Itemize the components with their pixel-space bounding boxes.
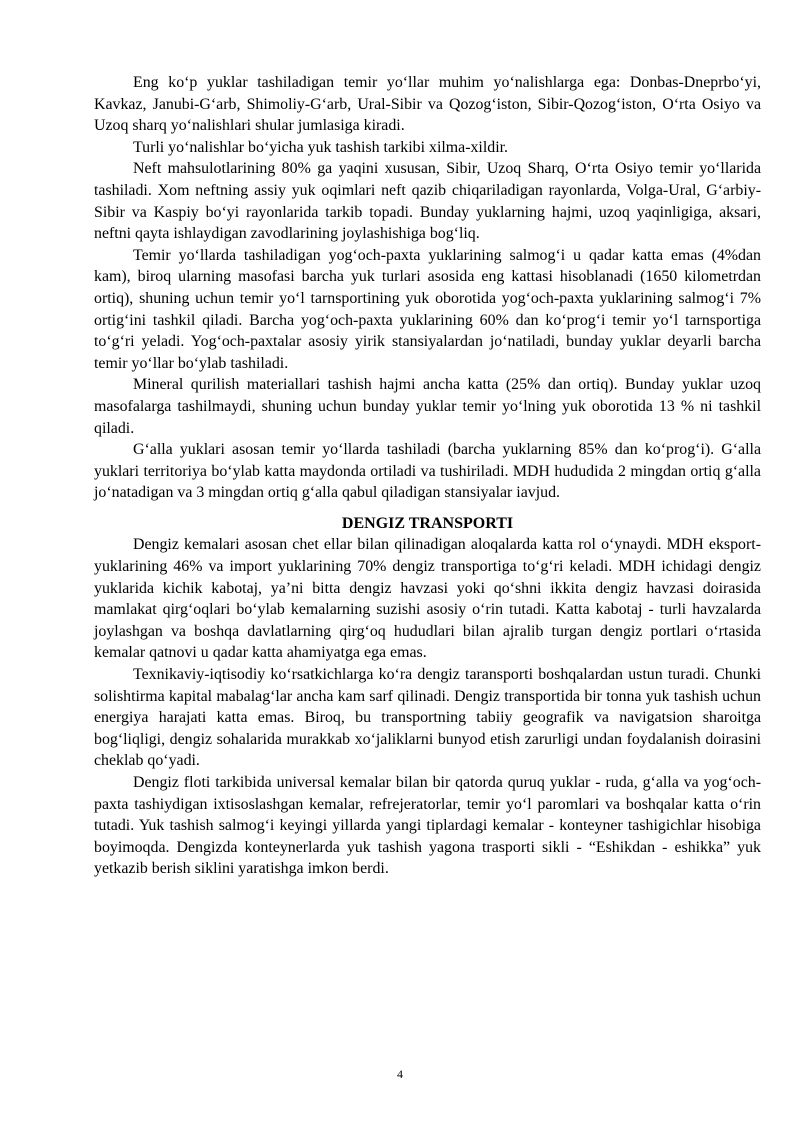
paragraph-sea-vessels: Dengiz kemalari asosan chet ellar bilan qilinadigan aloqalarda katta rol oʻynaydi. MDH eksport-yuklarining 46% va import yuklarining 70% dengiz transportiga toʻgʻri keladi. MDH ichidagi dengiz yuklarida kichik kabotaj, ya’ni bitta dengiz havzasi yoki qoʻshni ikkita dengiz havzasi doirasida mamlakat qirgʻoqlari boʻylab kemalarning suzishi asosiy oʻrin tutadi. Katta kabotaj - turli havzalarda joylashgan va boshqa davlatlarning qirgʻoq hududlari bilan ajralib turgan dengiz portlari oʻrtasida kemalar qatnovi u qadar katta ahamiyatga ega emas. <box>94 536 761 662</box>
document-body <box>94 72 761 880</box>
paragraph-cargo-structure: Turli yoʻnalishlar boʻyicha yuk tashish tarkibi xilma-xildir. <box>133 138 509 156</box>
paragraph-timber-cargo: Temir yoʻllarda tashiladigan yogʻoch-paxta yuklarining salmogʻi u qadar katta emas (4%dan kam), biroq ularning masofasi barcha yuk turlari asosida eng kattasi hisoblanadi (1650 kilometrdan ortiq), shuning uchun temir yoʻl tarnsportining yuk oborotida yogʻoch-paxta yuklarining salmogʻi 7% ortigʻini tashkil qiladi. Barcha yogʻoch-paxta yuklarining 60% dan koʻprogʻi temir yoʻl tarnsportiga toʻgʻri yeladi. Yogʻoch-paxtalar asosiy yirik stansiyalardan joʻnatiladi, bunday yuklar deyarli barcha temir yoʻllar boʻylab tashiladi. <box>94 246 761 372</box>
page-number: 4 <box>397 1067 403 1081</box>
paragraph-railway-directions: Eng koʻp yuklar tashiladigan temir yoʻllar muhim yoʻnalishlarga ega: Donbas-Dneprboʻyi, Kavkaz, Janubi-Gʻarb, Shimoliy-Gʻarb, Ural-Sibir va Qozogʻiston, Sibir-Qozogʻiston, Oʻrta Osiyo va Uzoq sharq yoʻnalishlari shular jumlasiga kiradi. <box>94 74 761 135</box>
paragraph-sea-fleet: Dengiz floti tarkibida universal kemalar bilan bir qatorda quruq yuklar - ruda, gʻalla va yogʻoch-paxta tashiydigan ixtisoslashgan kemalar, refrejeratorlar, temir yoʻl paromlari va boshqalar katta oʻrin tutadi. Yuk tashish salmogʻi keyingi yillarda yangi tiplardagi kemalar - konteyner tashigichlar hisobiga boyimoqda. Dengizda konteynerlarda yuk tashish yagona trasporti sikli - “Eshikdan - eshikka” yuk yetkazib berish siklini yaratishga imkon berdi. <box>94 774 761 878</box>
paragraph-technical-economic: Texnikaviy-iqtisodiy koʻrsatkichlarga koʻra dengiz taransporti boshqalardan ustun turadi. Chunki solishtirma kapital mabalagʻlar ancha kam sarf qilinadi. Dengiz transportida bir tonna yuk tashish uchun energiya harajati katta emas. Biroq, bu transportning tabiiy geografik va navigatsion sharoitga bogʻliqligi, dengiz sohalarida murakkab xoʻjaliklarni bunyod etish zarurligi undan foydalanish doirasini cheklab qoʻyadi. <box>94 666 761 770</box>
paragraph-grain-cargo: Gʻalla yuklari asosan temir yoʻllarda tashiladi (barcha yuklarning 85% dan koʻprogʻi). Gʻalla yuklari territoriya boʻylab katta maydonda ortiladi va tushiriladi. MDH hududida 2 mingdan ortiq gʻalla joʻnatadigan va 3 mingdan ortiq gʻalla qabul qiladigan stansiyalar iavjud. <box>94 441 761 502</box>
section-heading-sea-transport: DENGIZ TRANSPORTI <box>341 514 514 532</box>
paragraph-mineral-materials: Mineral qurilish materiallari tashish hajmi ancha katta (25% dan ortiq). Bunday yuklar uzoq masofalarga tashilmaydi, shuning uchun bunday yuklar temir yoʻlning yuk oborotida 13 % ni tashkil qiladi. <box>94 376 761 437</box>
paragraph-oil-products: Neft mahsulotlarining 80% ga yaqini xususan, Sibir, Uzoq Sharq, Oʻrta Osiyo temir yoʻllarida tashiladi. Xom neftning assiy yuk oqimlari neft qazib chiqariladigan rayonlarda, Volga-Ural, Gʻarbiy-Sibir va Kaspiy boʻyi rayonlarida tarkib topadi. Bunday yuklarning hajmi, uzoq yaqinligiga, aksari, neftni qayta ishlaydigan zavodlarining joylashishiga bogʻliq. <box>94 160 761 243</box>
